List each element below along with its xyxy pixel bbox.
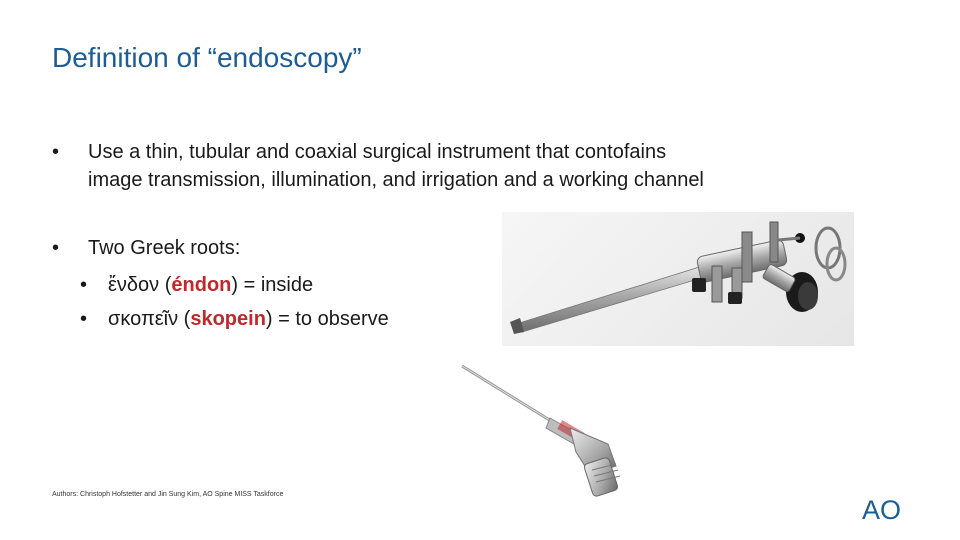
sub-bullet-skopein (80, 304, 389, 334)
transliteration-term: éndon (171, 274, 232, 296)
paren-open: ( (159, 274, 172, 296)
footer-credit: Authors: Christoph Hofstetter and Jin Sung Kim, AO Spine MISS Taskforce (52, 491, 284, 498)
endoscope-photo (502, 212, 854, 346)
meaning: ) = inside (231, 274, 314, 296)
bullet-text: Two Greek roots: (88, 237, 241, 259)
ao-logo (862, 496, 912, 522)
sub-bullet-marker: • (80, 308, 88, 330)
ao-logo-text: AO (862, 496, 902, 522)
bullet-marker: • (52, 237, 60, 259)
bullet-marker: • (52, 141, 60, 163)
bullet-line-1: Use a thin, tubular and coaxial surgical instrument that contofains (88, 141, 667, 163)
bullet-text (88, 138, 704, 194)
paren-open: ( (178, 308, 191, 330)
bullet-line-2: image transmission, illumination, and irrigation and a working channel (88, 169, 704, 191)
greek-word: σκοπεῖν (108, 308, 179, 330)
greek-word: ἔνδον (108, 274, 160, 296)
meaning: ) = to observe (265, 308, 389, 330)
sub-bullet-marker: • (80, 274, 88, 296)
handpiece-photo (458, 362, 648, 498)
transliteration-term: skopein (190, 308, 266, 330)
sub-bullet-endon (80, 270, 313, 300)
slide-title: Definition of “endoscopy” (52, 42, 362, 73)
